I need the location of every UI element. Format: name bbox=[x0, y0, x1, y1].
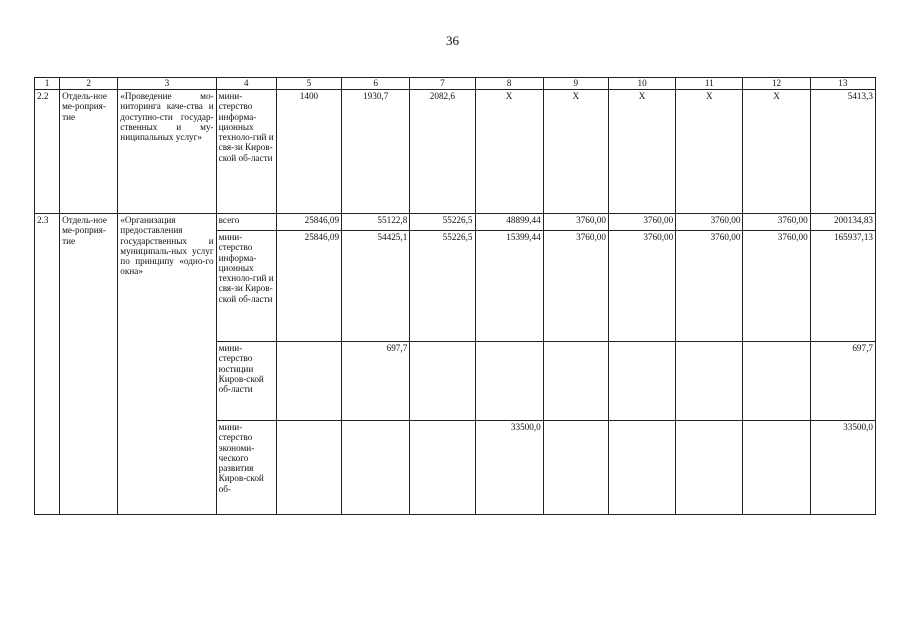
value-cell: 3760,00 bbox=[608, 231, 675, 342]
header-cell: 8 bbox=[475, 78, 543, 90]
value-cell: 3760,00 bbox=[543, 214, 608, 231]
header-cell: 1 bbox=[35, 78, 60, 90]
value-cell: 3760,00 bbox=[608, 214, 675, 231]
table-row bbox=[35, 90, 876, 214]
value-cell: X bbox=[608, 90, 675, 214]
value-cell bbox=[676, 421, 743, 515]
header-cell: 6 bbox=[342, 78, 410, 90]
value-cell: 33500,0 bbox=[475, 421, 543, 515]
total-cell: 5413,3 bbox=[810, 90, 875, 214]
value-cell: 1400 bbox=[276, 90, 341, 214]
header-cell: 12 bbox=[743, 78, 810, 90]
value-cell: 1930,7 bbox=[342, 90, 410, 214]
value-cell bbox=[543, 342, 608, 421]
value-cell: 3760,00 bbox=[676, 214, 743, 231]
value-cell: 55226,5 bbox=[410, 214, 475, 231]
header-cell: 10 bbox=[608, 78, 675, 90]
value-cell: 697,7 bbox=[342, 342, 410, 421]
header-cell: 2 bbox=[60, 78, 118, 90]
value-cell: 3760,00 bbox=[676, 231, 743, 342]
executor: мини-стерство экономи-ческого развития Киров-ской об- bbox=[216, 421, 276, 515]
value-cell bbox=[608, 421, 675, 515]
value-cell: 2082,6 bbox=[410, 90, 475, 214]
total-cell: 697,7 bbox=[810, 342, 875, 421]
page-number: 36 bbox=[446, 33, 459, 48]
value-cell: 3760,00 bbox=[543, 231, 608, 342]
value-cell bbox=[676, 342, 743, 421]
measure-type: Отдель-ное ме-роприя-тие bbox=[60, 90, 118, 214]
value-cell: 48899,44 bbox=[475, 214, 543, 231]
header-cell: 3 bbox=[118, 78, 216, 90]
row-number: 2.2 bbox=[35, 90, 60, 214]
value-cell: 3760,00 bbox=[743, 214, 810, 231]
value-cell: X bbox=[676, 90, 743, 214]
measure-name: «Организация предоставления государственных и муниципаль-ных услуг по принципу «одно-го окна» bbox=[118, 214, 216, 515]
measure-name: «Проведение мо-ниторинга каче-ства и доступно-сти государ-ственных и му-ниципальных услуг» bbox=[118, 90, 216, 214]
executor: всего bbox=[216, 214, 276, 231]
value-cell: 25846,09 bbox=[276, 214, 341, 231]
executor: мини-стерство юстиции Киров-ской об-ласти bbox=[216, 342, 276, 421]
budget-table bbox=[34, 77, 876, 515]
header-cell: 9 bbox=[543, 78, 608, 90]
header-cell: 4 bbox=[216, 78, 276, 90]
header-cell: 5 bbox=[276, 78, 341, 90]
value-cell bbox=[543, 421, 608, 515]
value-cell bbox=[743, 342, 810, 421]
value-cell bbox=[276, 421, 341, 515]
header-cell: 7 bbox=[410, 78, 475, 90]
executor: мини-стерство информа-ционных техноло-гий и свя-зи Киров-ской об-ласти bbox=[216, 90, 276, 214]
value-cell bbox=[342, 421, 410, 515]
total-cell: 165937,13 bbox=[810, 231, 875, 342]
value-cell bbox=[475, 342, 543, 421]
value-cell: X bbox=[543, 90, 608, 214]
value-cell: X bbox=[743, 90, 810, 214]
header-cell: 11 bbox=[676, 78, 743, 90]
measure-type: Отдель-ное ме-роприя-тие bbox=[60, 214, 118, 515]
value-cell: 25846,09 bbox=[276, 231, 341, 342]
row-number: 2.3 bbox=[35, 214, 60, 515]
table-row bbox=[35, 214, 876, 231]
header-cell: 13 bbox=[810, 78, 875, 90]
value-cell: X bbox=[475, 90, 543, 214]
value-cell: 15399,44 bbox=[475, 231, 543, 342]
executor: мини-стерство информа-ционных техноло-гий и свя-зи Киров-ской об-ласти bbox=[216, 231, 276, 342]
value-cell bbox=[276, 342, 341, 421]
value-cell bbox=[743, 421, 810, 515]
header-row bbox=[35, 78, 876, 90]
value-cell: 54425,1 bbox=[342, 231, 410, 342]
value-cell: 3760,00 bbox=[743, 231, 810, 342]
value-cell: 55122,8 bbox=[342, 214, 410, 231]
total-cell: 200134,83 bbox=[810, 214, 875, 231]
value-cell: 55226,5 bbox=[410, 231, 475, 342]
value-cell bbox=[608, 342, 675, 421]
total-cell: 33500,0 bbox=[810, 421, 875, 515]
value-cell bbox=[410, 421, 475, 515]
value-cell bbox=[410, 342, 475, 421]
